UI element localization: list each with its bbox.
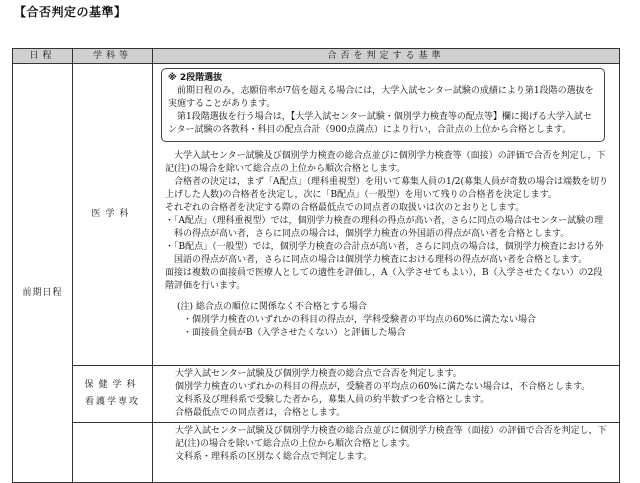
header-criteria: 合否を判定する基準 (153, 49, 620, 64)
table-row (13, 64, 620, 366)
criteria-paragraph: それぞれの合格者を決定する際の合格最低点での同点者の取扱いは次のとおりとします。 (165, 203, 525, 213)
notice-title: ※ 2段階選抜 (168, 73, 223, 83)
criteria-body (153, 148, 619, 295)
note-heading: (注) 総合点の順位に関係なく不合格とする場合 (177, 302, 367, 312)
criteria-bullet: ・「A配点」（理科重視型）では，個別学力検査の理科の得点が高い者，さらに同点の場合はセンター試験の理科の得点が高い者，さらに同点の場合は，個別学力検査の外国語の得点が高い者を合格とします。 (165, 216, 604, 239)
criteria-paragraph: 大学入試センター試験及び個別学力検査の総合点並びに個別学力検査等（面接）の評価で合否を判定し，下記(注)の場合を除いて総合点の上位から順次合格とします。 (165, 151, 606, 174)
criteria-paragraph: 面接は複数の面接員で医療人としての適性を評価し，A（入学させてもよい），B（入学させたくない）の2段階評価を行います。 (165, 268, 603, 291)
department-cell (73, 64, 153, 366)
schedule-label: 前期日程 (22, 287, 63, 298)
criteria-table (12, 48, 620, 483)
note-item: ・個別学力検査のいずれかの科目の得点が，学科受験者の平均点の60%に満たない場合 (183, 315, 537, 325)
department-cell (73, 366, 153, 423)
criteria-paragraph: 文科系・理科系の区別なく総合点で判定します。 (175, 452, 373, 462)
criteria-paragraph: 大学入試センター試験及び個別学力検査の総合点で合否を判定します。 (175, 369, 462, 379)
two-stage-selection-box (161, 68, 605, 142)
header-schedule: 日程 (13, 49, 73, 64)
criteria-paragraph: 合格者の決定は，まず「A配点」（理科重視型）を用いて募集人員の1/2(募集人員が奇数の場合は端数を切り上げした人数)の合格者を決定し，次に「B配点」（一般型）を用いて残りの合格者を決定します。 (165, 177, 608, 200)
department-label: 医学科 (91, 209, 134, 219)
header-department: 学科等 (73, 49, 153, 64)
criteria-bullet: ・「B配点」（一般型）では，個別学力検査の合計点が高い者，さらに同点の場合は，個別学力検査における外国語の得点が高い者，さらに同点の場合は個別学力検査における理科の得点が高い者を合格とします。 (165, 242, 604, 265)
criteria-paragraph: 個別学力検査のいずれかの科目の得点が，受験者の平均点の60%に満たない場合は，不合格とします。 (175, 382, 591, 392)
notice-paragraph: 前期日程のみ，志願倍率が7倍を超える場合には，大学入試センター試験の成績により第1段階の選抜を実施することがあります。 (168, 86, 594, 109)
notice-paragraph: 第1段階選抜を行う場合は，【大学入試センター試験・個別学力検査等の配点等】欄に掲げる大学入試センター試験の各教科・科目の配点合計（900点満点）により行い，合計点の上位から合格とします。 (168, 112, 592, 135)
criteria-body (153, 366, 619, 422)
schedule-cell (13, 64, 73, 483)
major-label: 看護学専攻 (84, 397, 140, 407)
department-cell (73, 423, 153, 483)
department-label: 保健学科 (84, 380, 141, 390)
criteria-cell (153, 64, 620, 366)
criteria-paragraph: 文科系及び理科系で受験した者から，募集人員の約半数ずつを合格とします。 (175, 395, 490, 405)
table-header-row (13, 49, 620, 64)
note-item: ・面接員全員がB（入学させたくない）と評価した場合 (183, 328, 406, 338)
criteria-cell (153, 423, 620, 483)
criteria-paragraph: 合格最低点での同点者は，合格とします。 (175, 408, 346, 418)
criteria-cell (153, 366, 620, 423)
criteria-body (153, 423, 619, 466)
table-row (13, 423, 620, 483)
criteria-paragraph: 大学入試センター試験及び個別学力検査の総合点並びに個別学力検査等（面接）の評価で合否を判定し，下記(注)の場合を除いて総合点の上位から順次合格とします。 (175, 426, 607, 449)
section-heading: 【合否判定の基準】 (14, 5, 127, 19)
exclusion-notes (153, 301, 619, 340)
table-row (13, 366, 620, 423)
